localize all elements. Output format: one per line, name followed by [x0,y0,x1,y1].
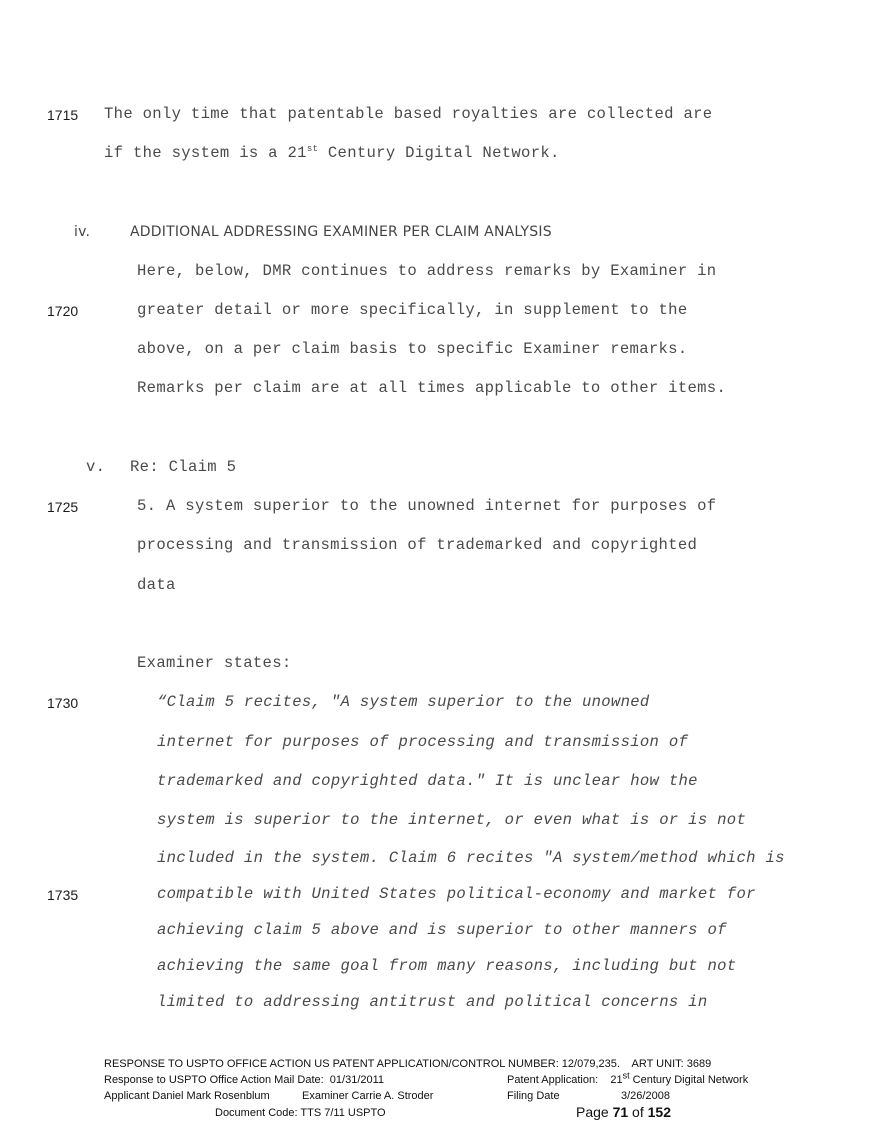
body-text-line: above, on a per claim basis to specific Examiner remarks. [137,340,688,358]
quote-text-line: internet for purposes of processing and transmission of [157,733,689,751]
claim-text-line: processing and transmission of trademarked and copyrighted [137,536,698,554]
section-numeral: v. [86,458,106,476]
line-number: 1735 [47,887,79,903]
footer-filing-date: 3/26/2008 [621,1090,670,1102]
line-number: 1730 [47,695,79,711]
footer-document-code: Document Code: TTS 7/11 USPTO [215,1107,386,1119]
line-number: 1725 [47,499,79,515]
quote-text-line: achieving the same goal from many reasons, including but not [157,957,737,975]
body-text-line: Here, below, DMR continues to address remarks by Examiner in [137,262,717,280]
quote-text-line: compatible with United States political-economy and market for [157,885,756,903]
body-text-line: Remarks per claim are at all times applicable to other items. [137,379,727,397]
claim-text-line: data [137,576,176,594]
footer-applicant: Applicant Daniel Mark Rosenblum [104,1090,270,1102]
footer-patent-application: Patent Application: 21st Century Digital Network [507,1070,749,1086]
section-heading: Re: Claim 5 [130,458,237,476]
body-text-line: greater detail or more specifically, in supplement to the [137,301,688,319]
footer-filing-date-label: Filing Date [507,1090,560,1102]
quote-text-line: “Claim 5 recites, "A system superior to the unowned [157,693,650,711]
footer-examiner: Examiner Carrie A. Stroder [302,1090,434,1102]
quote-text-line: limited to addressing antitrust and political concerns in [157,993,708,1011]
body-text-line: The only time that patentable based royalties are collected are [104,105,713,123]
quote-text-line: trademarked and copyrighted data." It is unclear how the [157,772,698,790]
claim-text-line: 5. A system superior to the unowned internet for purposes of [137,497,717,515]
footer-application-line: RESPONSE TO USPTO OFFICE ACTION US PATENT APPLICATION/CONTROL NUMBER: 12/079,235. ART UNIT: 3689 [104,1058,712,1070]
body-text-line: if the system is a 21st Century Digital Network. [104,143,560,162]
page-number: Page 71 of 152 [576,1104,671,1120]
quote-text-line: achieving claim 5 above and is superior to other manners of [157,921,727,939]
line-number: 1715 [47,107,79,123]
examiner-label: Examiner states: [137,654,292,672]
quote-text-line: system is superior to the internet, or even what is or is not [157,811,747,829]
section-heading: ADDITIONAL ADDRESSING EXAMINER PER CLAIM ANALYSIS [130,224,552,240]
quote-text-line: included in the system. Claim 6 recites "A system/method which is [157,849,785,867]
line-number: 1720 [47,303,79,319]
footer-mail-date: Response to USPTO Office Action Mail Date: 01/31/2011 [104,1074,385,1086]
section-numeral: iv. [74,224,91,240]
